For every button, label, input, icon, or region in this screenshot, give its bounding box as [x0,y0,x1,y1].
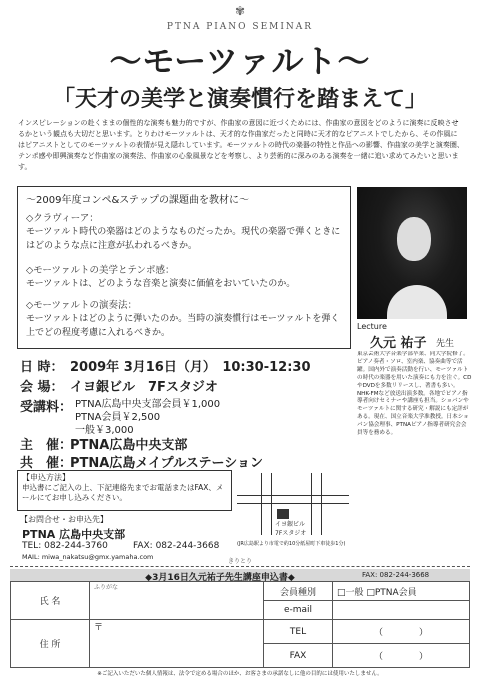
seminar-label: PTNA PIANO SEMINAR [166,22,314,32]
contact-mail: MAIL: miwa_nakatsu@gmx.yamaha.com [22,553,154,561]
contact-org: PTNA 広島中央支部 [22,528,126,541]
address-field[interactable]: 〒 [90,620,264,668]
host-value: PTNA広島中央支部 [70,438,188,453]
cohost-value: PTNA広島メイプルステーション [70,456,263,471]
application-heading: 【申込方法】 [22,473,70,482]
map-building: イヨ銀ビル [275,521,306,528]
form-fax: FAX: 082-244-3668 [362,571,430,579]
building-marker [277,509,289,519]
topic-body: モーツァルトはどのように弾いたのか。当時の演奏慣行はモーツァルトを弾く上でどの程度考慮に入れるべきか。 [26,314,340,338]
topic-title: ◇モーツァルトの演奏法： [26,300,137,311]
fee-list [75,398,220,437]
lecturer-bio: 東京芸術大学音楽学部卒業、同大学院修了。ピアノ奏者・ソロ、室内楽、協奏曲等で活躍。国内外で演奏活動を行い、モーツァルトの時代の楽器を用いた演奏にも力を注ぐ。CDやDVDを多数リリースし、著書も多い。NHK-FMなど放送出演多数。各地でピアノ指導者向けセミナーや講座も担当。ショパンやモーツァルトに関する研究・解説にも定評がある。現在、国立音楽大学准教授。日本ショパン協会理事、PTNAピアノ指導者研究会会員等を務める。 [357,351,472,437]
page-subtitle: 「天才の美学と演奏慣行を踏まえて」 [52,86,427,112]
map-floor: 7Fスタジオ [275,530,307,537]
cohost-label: 共 催： [20,456,73,471]
intro-text: インスピレーションの赴くままの個性的な演奏も魅力的ですが、作曲家の意図に近づくためには、作曲家の意図をどのように演奏に反映させるかという観点も大切だと思います。とりわけモーツァルトは、天才的な作曲家だったと同時に天才的なピアニストでしたから、その作風にはピアニストとしてのモーツァルトの表情が見え隠れしています。モーツァルトの時代の楽器の特性と作品への影響、作曲家の美学と演奏圏、テンポ感や即興演奏など作曲家の演奏法、作曲家の心象風景などを考察し、より芸術的に深みのある演奏を一緒に追い求めてみたいと思います。 [18,119,464,171]
topic-body: モーツァルト時代の楽器はどのようなものだったか。現代の楽器で弾くときにはどのような点に注意が払われるべきか。 [26,227,341,251]
application-text: 申込書にご記入の上、下記連絡先までお電話またはFAX、メールにてお申し込みください。 [22,483,224,502]
address-label: 住 所 [11,620,90,668]
contact-tel: TEL: 082-244-3760 [22,541,108,551]
topics-heading: 〜2009年度コンペ&ステップの課題曲を教材に〜 [26,195,250,206]
venue-label: 会 場： [20,380,64,395]
contact-fax: FAX: 082-244-3668 [133,541,220,551]
topic-title: ◇モーツァルトの美学とテンポ感： [26,265,175,276]
venue-map [237,473,349,559]
tel-label: TEL [264,620,333,644]
application-form [10,581,470,668]
email-field[interactable] [333,601,470,620]
email-label: e-mail [264,601,333,620]
member-type-label: 会員種別 [264,582,333,601]
member-type-field[interactable]: □一般 □PTNA会員 [333,582,470,601]
lecture-label: Lecture [357,322,387,331]
cut-label: きりとり [220,556,260,565]
host-label: 主 催： [20,438,73,453]
fee-item: 一般￥3,000 [75,425,134,436]
page-title: 〜モーツァルト〜 [109,42,371,80]
tel-field[interactable]: （ ） [333,620,470,644]
fee-item: PTNA会員￥2,500 [75,412,161,423]
cut-line [10,566,470,567]
privacy-note: ※ご記入いただいた個人情報は、法令で定める場合のほか、お客さまの承諾なしに他の目的には使用いたしません。 [97,671,383,677]
date-value: 2009年 3月16日（月） 10:30-12:30 [70,360,311,375]
fax-label: FAX [264,644,333,668]
name-label: 氏 名 [11,582,90,620]
form-title: ◆3月16日久元祐子先生講座申込書◆ [145,573,295,583]
fee-label: 受講料： [20,400,73,415]
topic-title: ◇クラヴィーア： [26,213,99,224]
topic-body: モーツァルトは、どのような音楽と演奏に価値をおいていたのか。 [26,279,296,289]
lecturer-photo [357,187,467,319]
date-label: 日 時： [20,360,64,375]
fee-item: PTNA広島中央支部会員￥1,000 [75,399,221,410]
ornament-icon: ✾ [234,4,246,18]
furigana-label: ふりがな [94,584,119,591]
name-field[interactable] [90,582,264,620]
map-note: (JR広島駅より市電で約10分紙屋町下車徒歩1分) [237,541,346,547]
fax-field[interactable]: （ ） [333,644,470,668]
venue-value: イヨ銀ビル 7Fスタジオ [70,380,218,395]
lecturer-suffix: 先生 [436,339,455,349]
contact-heading: 【お問合せ・お申込先】 [20,515,108,524]
lecturer-name: 久元 祐子 [370,336,427,351]
